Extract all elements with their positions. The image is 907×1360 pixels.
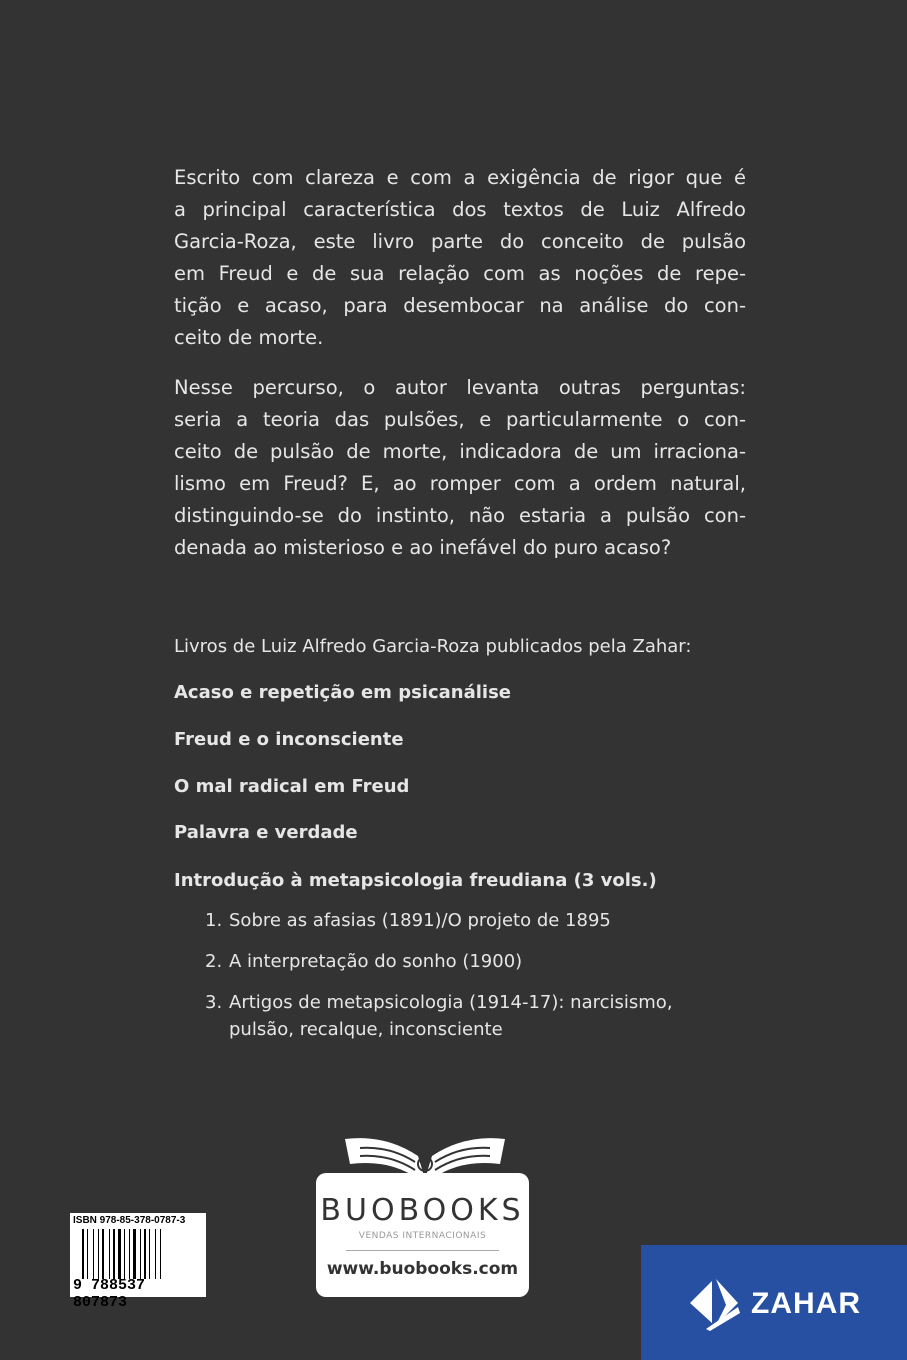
- barcode-bar: [116, 1229, 117, 1279]
- description-paragraph-2: [174, 372, 746, 564]
- book-title: Introdução à metapsicologia freudiana (3 vols.): [174, 870, 657, 891]
- barcode-bar: [82, 1229, 84, 1279]
- books-heading: Livros de Luiz Alfredo Garcia-Roza publicados pela Zahar:: [174, 636, 692, 657]
- barcode-bar: [113, 1229, 115, 1279]
- barcode-bar: [105, 1229, 108, 1279]
- buobooks-badge: [316, 1173, 529, 1297]
- barcode-bar: [133, 1229, 136, 1279]
- text-line: Escrito com clareza e com a exigência de rigor que é: [174, 166, 746, 189]
- barcode-number: 9 788537 807873: [73, 1277, 146, 1311]
- volume-item: [205, 907, 611, 934]
- description-paragraph-1: [174, 162, 746, 354]
- book-title: Acaso e repetição em psicanálise: [174, 682, 512, 703]
- buobooks-url: www.buobooks.com: [326, 1259, 519, 1279]
- volume-item: [205, 948, 522, 975]
- text-line: a principal característica dos textos de Luiz Alfredo: [174, 198, 746, 221]
- barcode-bar: [111, 1229, 112, 1279]
- barcode-bars: [82, 1229, 202, 1279]
- volume-number: 2.: [205, 951, 223, 972]
- barcode-bar: [124, 1229, 125, 1279]
- isbn-text: ISBN 978-85-378-0787-3: [73, 1215, 186, 1226]
- barcode-bar: [118, 1229, 121, 1279]
- buobooks-subtitle: VENDAS INTERNACIONAIS: [358, 1231, 487, 1241]
- barcode-bar: [93, 1229, 94, 1279]
- barcode-bar: [144, 1229, 146, 1279]
- publisher-name: ZAHAR: [751, 1287, 861, 1320]
- barcode-bar: [109, 1229, 110, 1279]
- isbn-barcode: [70, 1213, 206, 1311]
- barcode-bar: [162, 1229, 164, 1279]
- volume-title: Artigos de metapsicologia (1914-17): narcisismo,: [229, 992, 673, 1013]
- book-title: Freud e o inconsciente: [174, 729, 404, 750]
- barcode-bar: [155, 1229, 156, 1279]
- barcode-bar: [95, 1229, 97, 1279]
- publisher-logo-box: [641, 1245, 907, 1360]
- book-title: Palavra e verdade: [174, 822, 358, 843]
- volume-number: 3.: [205, 992, 223, 1013]
- volume-title: pulsão, recalque, inconsciente: [229, 1019, 503, 1040]
- book-title: O mal radical em Freud: [174, 776, 410, 797]
- barcode-bar: [151, 1229, 154, 1279]
- buobooks-name: BUOBOOKS: [320, 1193, 525, 1228]
- barcode-bar: [131, 1229, 132, 1279]
- volume-title: Sobre as afasias (1891)/O projeto de 1895: [229, 910, 611, 931]
- text-line: distinguindo-se do instinto, não estaria a pulsão con-: [174, 504, 746, 527]
- divider: [346, 1250, 499, 1251]
- barcode-bar: [157, 1229, 159, 1279]
- barcode-bar: [147, 1229, 148, 1279]
- text-line: Nesse percurso, o autor levanta outras perguntas:: [174, 376, 746, 399]
- barcode-bar: [100, 1229, 101, 1279]
- barcode-bar: [140, 1229, 141, 1279]
- barcode-bar: [149, 1229, 150, 1279]
- barcode-bar: [89, 1229, 92, 1279]
- barcode-bar: [137, 1229, 139, 1279]
- text-line: denada ao misterioso e ao inefável do puro acaso?: [174, 536, 672, 559]
- volume-title: A interpretação do sonho (1900): [229, 951, 523, 972]
- text-line: ceito de morte.: [174, 326, 324, 349]
- text-line: lismo em Freud? E, ao romper com a ordem natural,: [174, 472, 746, 495]
- barcode-bar: [87, 1229, 88, 1279]
- barcode-bar: [126, 1229, 128, 1279]
- volume-number: 1.: [205, 910, 223, 931]
- barcode-bar: [85, 1229, 86, 1279]
- barcode-bar: [142, 1229, 143, 1279]
- barcode-bar: [102, 1229, 104, 1279]
- text-line: ceito de pulsão de morte, indicadora de um irraciona-: [174, 440, 746, 463]
- barcode-bar: [122, 1229, 123, 1279]
- text-line: tição e acaso, para desembocar na análise do con-: [174, 294, 746, 317]
- text-line: Garcia-Roza, este livro parte do conceito de pulsão: [174, 230, 746, 253]
- barcode-bar: [98, 1229, 99, 1279]
- text-line: seria a teoria das pulsões, e particularmente o con-: [174, 408, 746, 431]
- text-line: em Freud e de sua relação com as noções de repe-: [174, 262, 746, 285]
- zahar-book-icon: [686, 1273, 744, 1333]
- barcode-bar: [129, 1229, 130, 1279]
- barcode-bar: [160, 1229, 161, 1279]
- volume-item: [205, 989, 673, 1043]
